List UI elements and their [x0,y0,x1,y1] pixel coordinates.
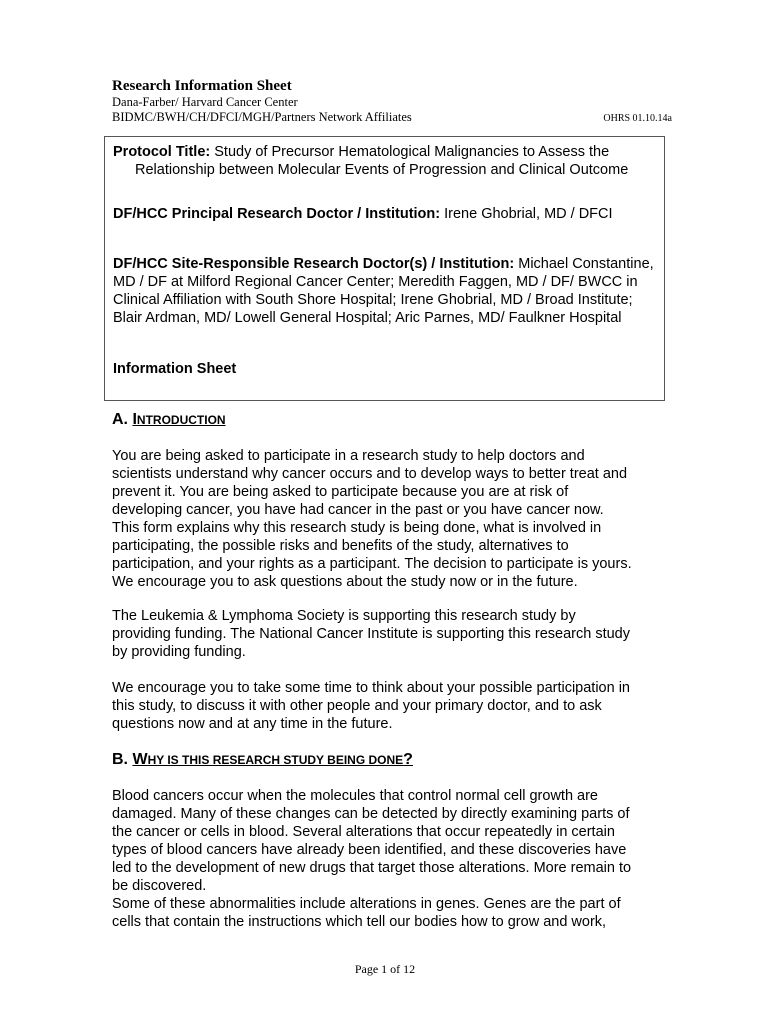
principal-doctor-label: DF/HCC Principal Research Doctor / Institution: [113,206,441,222]
text-line: developing cancer, you have had cancer in the past or you have cancer now. [112,502,604,518]
text-line: The Leukemia & Lymphoma Society is supporting this research study by [112,608,576,624]
site-doctors-line1: Michael Constantine, [518,256,654,272]
header-institution: Dana-Farber/ Harvard Cancer Center [112,95,298,109]
section-b-title-end: ? [403,751,413,768]
form-code: OHRS 01.10.14a [603,113,672,124]
text-line: types of blood cancers have already been identified, and these discoveries have [112,842,627,858]
section-a-title-rest: NTRODUCTION [136,413,226,427]
protocol-title-line1: Study of Precursor Hematological Malignancies to Assess the [214,144,610,160]
site-doctors-line4: Blair Ardman, MD/ Lowell General Hospital; Aric Parnes, MD/ Faulkner Hospital [113,310,622,326]
header-affiliates-row [112,110,672,125]
text-line: You are being asked to participate in a research study to help doctors and [112,448,585,464]
protocol-title-label: Protocol Title: [113,144,211,160]
site-doctors-line [113,255,658,273]
section-b-title-rest: HY IS THIS RESEARCH STUDY BEING DONE [147,753,404,767]
section-b-title [132,753,413,767]
section-b-letter: B. [112,751,128,768]
text-line: questions now and at any time in the future. [112,716,393,732]
text-line: Blood cancers occur when the molecules that control normal cell growth are [112,788,598,804]
intro-paragraph-2 [112,607,657,661]
text-line: led to the development of new drugs that target those alterations. More remain to [112,860,632,876]
page-number: Page 1 of 12 [354,962,416,976]
site-doctors-line2: MD / DF at Milford Regional Cancer Center; Meredith Faggen, MD / DF/ BWCC in [113,274,638,290]
text-line: cells that contain the instructions which tell our bodies how to grow and work, [112,914,607,930]
principal-doctor-value: Irene Ghobrial, MD / DFCI [444,206,613,222]
section-b-heading [112,751,657,769]
text-line: We encourage you to ask questions about the study now or in the future. [112,574,578,590]
section-a-heading [112,411,657,429]
text-line: scientists understand why cancer occurs and to develop ways to better treat and [112,466,628,482]
text-line: We encourage you to take some time to think about your possible participation in [112,680,630,696]
protocol-title-line2: Relationship between Molecular Events of Progression and Clinical Outcome [135,162,629,178]
text-line: prevent it. You are being asked to participate because you are at risk of [112,484,569,500]
section-a-title-initial: I [132,411,137,428]
text-line: participation, and your rights as a participant. The decision to participate is yours. [112,556,632,572]
text-line: the cancer or cells in blood. Several alterations that occur repeatedly in certain [112,824,615,840]
document-title: Research Information Sheet [112,78,292,94]
header-affiliates: BIDMC/BWH/CH/DFCI/MGH/Partners Network Affiliates [112,110,412,124]
intro-paragraph-1 [112,447,657,591]
principal-doctor [113,205,658,223]
protocol-title [113,143,658,179]
text-line: damaged. Many of these changes can be detected by directly examining parts of [112,806,630,822]
text-line: this study, to discuss it with other people and your primary doctor, and to ask [112,698,602,714]
text-line: Some of these abnormalities include alterations in genes. Genes are the part of [112,896,621,912]
section-a-letter: A. [112,411,128,428]
why-paragraph [112,787,657,931]
intro-paragraph-3 [112,679,657,733]
document-header [112,77,672,125]
section-b-title-initial: W [132,751,148,768]
site-doctors-line3: Clinical Affiliation with South Shore Hospital; Irene Ghobrial, MD / Broad Institute; [113,292,633,308]
text-line: by providing funding. [112,644,246,660]
site-doctors [113,255,658,327]
protocol-box [104,136,665,401]
text-line: participating, the possible risks and benefits of the study, alternatives to [112,538,569,554]
information-sheet-label: Information Sheet [113,361,237,377]
text-line: This form explains why this research study is being done, what is involved in [112,520,602,536]
text-line: providing funding. The National Cancer Institute is supporting this research study [112,626,630,642]
text-line: be discovered. [112,878,207,894]
site-doctors-label: DF/HCC Site-Responsible Research Doctor(s) / Institution: [113,256,515,272]
section-a-title [132,413,225,427]
